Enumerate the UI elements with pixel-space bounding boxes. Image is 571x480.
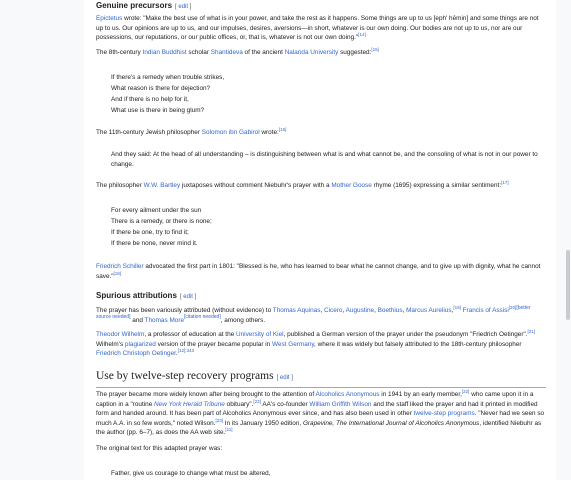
edit-link-genuine[interactable]: edit: [178, 4, 189, 10]
ref-23b[interactable]: [23]: [215, 417, 223, 423]
ref-12[interactable]: [12]:343: [177, 348, 194, 354]
link-shantideva[interactable]: Shantideva: [210, 49, 243, 56]
poem-mother-goose: [111, 205, 556, 249]
link-friedrich-schiller[interactable]: Friedrich Schiller: [96, 263, 144, 270]
poem-line: If there be none, never mind it.: [111, 240, 198, 247]
ref-23[interactable]: [23]: [253, 398, 261, 404]
ref-17[interactable]: [17]: [501, 179, 509, 185]
link-ww-bartley[interactable]: W.W. Bartley: [143, 182, 181, 189]
poem-line: Father, give us courage to change what must be altered,: [111, 470, 271, 477]
link-mother-goose[interactable]: Mother Goose: [331, 182, 372, 189]
section-genuine-precursors: [96, 0, 546, 13]
paragraph-alcoholics-anonymous: The prayer became more widely known after being brought to the attention of Alcoholics Anonymous in 1941 by an early member,[22] who came upon it in a caption in a "routine New York Herald Tribune obituary".[23] AA's co-founder William Griffith Wilson and the staff liked the prayer and had it printed in modified form and handed around. It has been part of Alcoholics Anonymous ever since, and has also been used in other twelve-step programs. "Never had we seen so much A.A. in so few words," noted Wilson.[23] In its January 1950 edition, Grapevine, The International Journal of Alcoholics Anonymous, identified Niebuhr as the author (pp. 6–7), as does the AA web site.[11]: [96, 388, 545, 437]
poem-original-prayer: [111, 468, 556, 479]
link-augustine[interactable]: Augustine: [345, 307, 375, 314]
poem-line: For every ailment under the sun: [111, 207, 202, 214]
better-source-needed[interactable]: [better source needed]: [96, 304, 531, 321]
edit-link-twelve-step[interactable]: edit: [279, 375, 290, 381]
poem-line: What reason is there for dejection?: [111, 85, 211, 92]
link-friedrich-christoph-oetinger[interactable]: Friedrich Christoph Oetinger: [96, 350, 176, 358]
section-heading-twelve-step: Use by twelve-step recovery programs [ edit ]: [96, 368, 546, 388]
link-theodor-wilhelm[interactable]: Theodor Wilhelm: [96, 331, 145, 338]
link-new-york-herald-tribune[interactable]: New York Herald Tribune: [154, 400, 225, 408]
link-cicero[interactable]: Cicero: [323, 307, 343, 314]
link-epictetus[interactable]: Epictetus: [96, 15, 123, 22]
ref-19[interactable]: [19]: [453, 304, 461, 310]
section-spurious-attributions: [96, 290, 546, 303]
link-thomas-more[interactable]: Thomas More: [144, 316, 185, 324]
section-heading-genuine-precursors: Genuine precursors [ edit ]: [96, 1, 192, 10]
paragraph-attributions: The prayer has been variously attributed (without evidence) to Thomas Aquinas, Cicero, Augustine, Boethius, Marcus Aurelius,[19] Francis of Assisi[20][better source needed] and Thomas More[citation needed], among others.: [96, 304, 531, 324]
link-west-germany[interactable]: West Germany: [272, 340, 315, 348]
ref-11[interactable]: [11]: [225, 427, 233, 433]
scrollbar-thumb[interactable]: [566, 250, 570, 320]
link-nalanda-university[interactable]: Nalanda University: [284, 49, 339, 56]
paragraph-theodor-wilhelm: Theodor Wilhelm, a professor of education at the University of Kiel, published a German version of the prayer under the pseudonym "Friedrich Oetinger".[21] Wilhelm's plagiarized version of the prayer became popular in West Germany, where it was widely but falsely attributed to the 18th-century philosopher Friedrich Christoph Oetinger.$^{[12]:343}$: [96, 328, 536, 358]
ref-20[interactable]: [20]: [508, 304, 517, 310]
ref-18[interactable]: [18]: [113, 270, 122, 276]
section-heading-spurious-attributions: Spurious attributions [ edit ]: [96, 291, 197, 300]
paragraph-gabirol: The 11th-century Jewish philosopher Solomon ibn Gabirol wrote:[16]: [96, 126, 287, 136]
link-marcus-aurelius[interactable]: Marcus Aurelius: [406, 307, 452, 314]
article-page: [84, 0, 556, 480]
poem-line: There is a remedy, or there is none;: [111, 218, 212, 225]
paragraph-original-text: The original text for this adapted prayer was:: [96, 445, 223, 452]
poem-line: If there be one, try to find it;: [111, 229, 189, 236]
link-alcoholics-anonymous[interactable]: Alcoholics Anonymous: [315, 391, 380, 398]
ref-21[interactable]: [21]: [527, 328, 536, 334]
paragraph-epictetus: Epictetus wrote: "Make the best use of what is in your power, and take the rest as it happens. Some things are up to us [eph' hēmin] and some things are not up to us. Our opinions are up to us, and our impulses, desires, aversions—in short, whatever is our own doing. Our bodies are not up to us, nor are our possessions, our reputations, or our public offices, or, that is, whatever is not our own doing."[14]: [96, 15, 539, 42]
page-scrollbar[interactable]: [565, 0, 571, 480]
citation-needed[interactable]: [citation needed]: [184, 314, 221, 321]
link-plagiarized[interactable]: plagiarized: [124, 340, 156, 348]
ref-14[interactable]: [14]: [358, 32, 366, 38]
poem-line: If there's a remedy when trouble strikes,: [111, 74, 225, 81]
ref-15[interactable]: [15]: [371, 46, 379, 52]
edit-link-spurious[interactable]: edit: [183, 294, 193, 300]
link-william-griffith-wilson[interactable]: William Griffith Wilson: [309, 400, 372, 408]
link-twelve-step-programs[interactable]: twelve-step programs: [413, 410, 475, 418]
quote-gabirol: And they said: At the head of all understanding – is distinguishing between what is and what cannot be, and the consoling of what is not in our power to change.: [111, 151, 538, 168]
poem-shantideva: [111, 72, 556, 116]
paragraph-shantideva: The 8th-century Indian Buddhist scholar Shantideva of the ancient Nalanda University suggested:[15]: [96, 46, 379, 56]
poem-line: What use is there in being glum?: [111, 107, 205, 114]
link-boethius[interactable]: Boethius: [377, 307, 403, 314]
link-francis-of-assisi[interactable]: Francis of Assisi: [462, 307, 509, 314]
link-thomas-aquinas[interactable]: Thomas Aquinas: [272, 307, 321, 314]
link-university-of-kiel[interactable]: University of Kiel: [235, 331, 284, 338]
ref-22[interactable]: [22]: [461, 388, 470, 394]
link-indian-buddhist[interactable]: Indian Buddhist: [142, 49, 187, 56]
section-twelve-step: [96, 368, 546, 388]
link-solomon-ibn-gabirol[interactable]: Solomon ibn Gabirol: [201, 129, 260, 136]
paragraph-bartley: The philosopher W.W. Bartley juxtaposes without comment Niebuhr's prayer with a Mother Goose rhyme (1695) expressing a similar sentiment:[17]: [96, 179, 509, 189]
paragraph-schiller: Friedrich Schiller advocated the first part in 1801: "Blessed is he, who has learned to bear what he cannot change, and to give up with dignity, what he cannot save."[18]: [96, 263, 541, 280]
poem-line: And if there is no help for it,: [111, 96, 189, 103]
ref-16[interactable]: [16]: [278, 126, 287, 132]
